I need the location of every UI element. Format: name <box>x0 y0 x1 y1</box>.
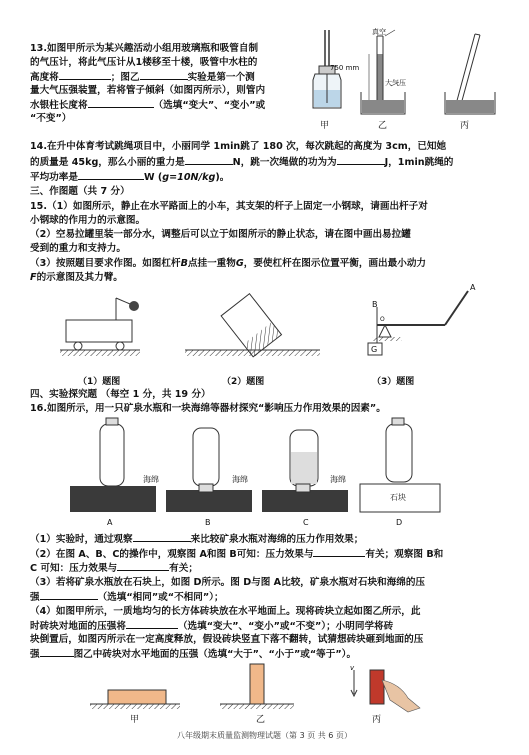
q15-line5b: B <box>180 258 188 269</box>
q15-caption-1: （1）题图 <box>78 377 121 387</box>
q15-line2: 小钢球的作用力的示意图。 <box>30 215 146 226</box>
q15-line4: 受到的重力和支持力。 <box>30 243 126 254</box>
sec3-title: 三、作图题（共 7 分） <box>30 186 130 197</box>
q14-line3c: g=10N/kg <box>162 172 216 183</box>
q14-blank3[interactable] <box>78 170 144 180</box>
q16-s1a: （1）实验时，通过观察 <box>30 534 133 545</box>
q15-line3: （2）空易拉罐里装一部分水，调整后可以立于如图所示的静止状态，请在图中画出易拉罐 <box>30 229 411 240</box>
q13-line4: 量大气压强装置，若将管子倾斜（如图丙所示），则管内 <box>30 85 266 96</box>
q16-s4b: 时砖块对地面的压强将 <box>30 621 126 632</box>
q16-s2 <box>30 547 443 561</box>
q16-s3b: 强 <box>30 592 40 603</box>
page-footer: 八年级期末质量监测物理试题（第 3 页 共 6 页） <box>177 731 352 740</box>
q13-fig-label-yi: 乙 <box>378 121 388 131</box>
sponge-label-a: 海绵 <box>143 475 159 484</box>
q14-line3d: )。 <box>215 172 230 183</box>
q15-line5c: 点挂一重物 <box>187 258 236 269</box>
q16-s4a: （4）如图甲所示，一质地均匀的长方体砖块放在水平地面上。现将砖块立起如图乙所示，此 <box>30 606 421 617</box>
q13-line2: 的气压计，将此气压计从1楼移至十楼，吸管中水柱的 <box>30 57 258 68</box>
q16-s4 <box>30 619 393 633</box>
torricelli-figure <box>361 30 405 114</box>
q15-line5 <box>30 257 426 270</box>
q13-blank3[interactable] <box>88 98 154 108</box>
q13-line3 <box>30 70 255 84</box>
q13-line3a: 高度将 <box>30 72 59 83</box>
q13-line3b: ；图乙 <box>110 72 140 83</box>
lever-label-a: A <box>470 283 476 292</box>
q15-line1: 15.（1）如图所示，静止在水平路面上的小车，其支架的杆子上固定一小钢球，请画出杆子对 <box>30 201 428 212</box>
q16-blank4[interactable] <box>40 590 98 600</box>
q13-line6: “不变”） <box>30 113 72 124</box>
q14-line2c: J，1min跳绳的 <box>384 157 454 168</box>
q16-s1 <box>30 532 363 546</box>
tilted-tube-figure <box>445 34 495 114</box>
vacuum-label: 真空 <box>372 28 386 36</box>
q16-blank1[interactable] <box>133 532 191 542</box>
q14-line1: 14.在升中体育考试跳绳项目中，小丽同学 1min跳了 180 次，每次跳起的高度为 3cm，已知她 <box>30 141 447 152</box>
q16-s1b: 来比较矿泉水瓶对海绵的压力作用效果； <box>190 534 364 545</box>
q16-s2d: 有关； <box>169 563 198 574</box>
height-label: 750 mm <box>330 64 360 72</box>
label-a: A <box>107 518 113 527</box>
q15-caption-3: （3）题图 <box>372 377 415 387</box>
q13-line1: 13.如图甲所示为某兴趣活动小组用玻璃瓶和吸管自制 <box>30 43 259 54</box>
q16-fig-label-jia: 甲 <box>130 715 140 725</box>
q15-line6a: F <box>30 272 37 283</box>
q16-s3 <box>30 590 224 604</box>
q16-fig-label-bing: 丙 <box>372 715 382 725</box>
brick-label: 石块 <box>390 493 406 502</box>
q16-s2b: 有关；观察图 B和 <box>365 549 444 560</box>
sec4-title: 四、实验探究题 （每空 1 分，共 19 分） <box>30 389 211 400</box>
q16-s4c: （选填“变大”、“变小”或“不变”）；小明同学将砖 <box>177 621 394 632</box>
q16-blank5[interactable] <box>126 619 178 629</box>
q16-s4d: 块倒置后，如图丙所示在一定高度释放，假设砖块竖直下落不翻转，试猜想砖块砸到地面的压 <box>30 634 424 645</box>
q16-s3c: （选填“相同”或“不相同”）； <box>97 592 224 603</box>
q16-s2c: C 可知：压力效果与 <box>30 563 118 574</box>
q13-blank1[interactable] <box>59 70 111 80</box>
q15-line5a: （3）按照题目要求作图。如图杠杆 <box>30 258 181 269</box>
q13-blank2[interactable] <box>140 70 188 80</box>
q14-line2a: 的质量是 45kg，那么小丽的重力是 <box>30 157 185 168</box>
q16-bottles-figure <box>70 418 450 518</box>
q14-blank1[interactable] <box>185 155 233 165</box>
q16-bricks-figure <box>90 660 430 720</box>
q13-line3c: 实验是第一个测 <box>187 72 255 83</box>
sponge-label-c: 海绵 <box>330 475 346 484</box>
q15-line6b: 的示意图及其力臂。 <box>36 272 123 283</box>
q14-blank2[interactable] <box>337 155 385 165</box>
bottle-a <box>70 418 156 512</box>
sponge-label-b: 海绵 <box>232 475 248 484</box>
label-d: D <box>396 518 403 527</box>
bottle-b <box>166 428 252 512</box>
q15-line5d: G <box>235 258 244 269</box>
q16-s2a: （2）在图 A、B、C的操作中，观察图 A和图 B可知：压力效果与 <box>30 549 314 560</box>
q13-line5b: （选填“变大”、“变小”或 <box>153 100 266 111</box>
q13-fig-label-bing: 丙 <box>460 121 470 131</box>
q14-line2b: N，跳一次绳做的功为为 <box>232 157 337 168</box>
q16-fig-label-yi: 乙 <box>256 715 266 725</box>
label-b: B <box>205 518 211 527</box>
q13-line5 <box>30 98 265 112</box>
q15-lever-figure <box>350 285 480 365</box>
q13-line5a: 水银柱长度将 <box>30 100 88 111</box>
q16-s4e: 强 <box>30 649 40 660</box>
q14-line3 <box>30 170 229 184</box>
label-c: C <box>303 518 309 527</box>
q16-s4-end <box>30 647 356 661</box>
q16-s2-cont <box>30 561 198 575</box>
bottle-c <box>262 430 348 512</box>
q16-intro: 16.如图所示，用一只矿泉水瓶和一块海绵等器材探究“影响压力作用效果的因素”。 <box>30 403 386 414</box>
q15-line5e: ，要使杠杆在图示位置平衡，画出最小动力 <box>243 258 427 269</box>
q16-s3a: （3）若将矿泉水瓶放在石块上，如图 D所示。图 D与图 A比较，矿泉水瓶对石块和海绵的压 <box>30 577 426 588</box>
velocity-label: v <box>350 664 355 672</box>
q16-blank3[interactable] <box>117 561 169 571</box>
lever-label-b: B <box>372 300 378 309</box>
lever-label-g: G <box>371 345 378 354</box>
q14-line2 <box>30 155 453 169</box>
q14-line3a: 平均功率是 <box>30 172 78 183</box>
q16-blank6[interactable] <box>40 647 74 657</box>
lever-label-o: O <box>380 316 385 323</box>
q15-cart-figure <box>60 290 160 360</box>
q13-fig-label-jia: 甲 <box>320 121 330 131</box>
q15-line6 <box>30 271 123 284</box>
q14-line3b: W ( <box>143 172 163 183</box>
q15-caption-2: （2）题图 <box>222 377 265 387</box>
q16-blank2[interactable] <box>313 547 365 557</box>
pressure-label: 大气压 <box>385 79 406 87</box>
q15-can-figure <box>185 290 325 360</box>
q16-s4f: 图乙中砖块对水平地面的压强（选填“大于”、“小于”或“等于”）。 <box>73 649 357 660</box>
